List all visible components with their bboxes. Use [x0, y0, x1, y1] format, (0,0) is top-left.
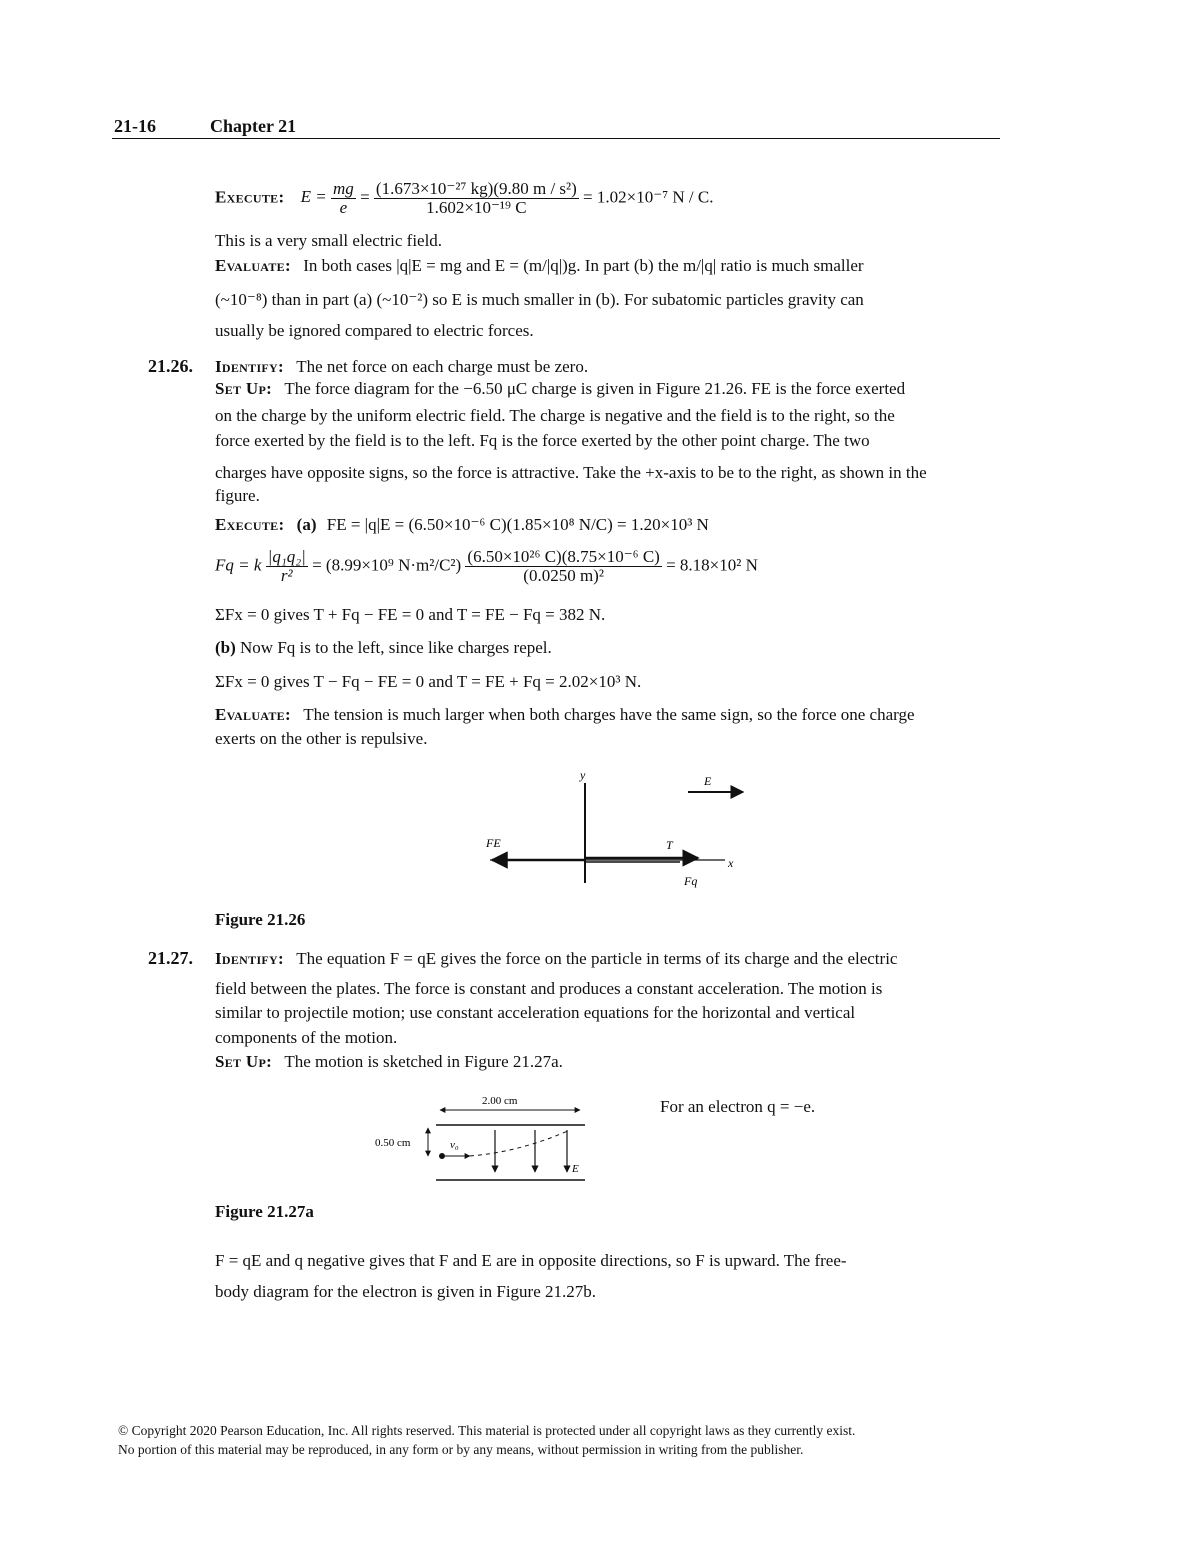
identify-27: Identify: The equation F = qE gives the force on the particle in terms of its charge and the electric — [215, 949, 898, 968]
problem-number-26: 21.26. — [148, 356, 193, 376]
label-gap: 0.50 cm — [375, 1137, 411, 1149]
eq-fraction-values: $\frac{\text{(1.673×10⁻²⁷ kg)(9.80 m / s²)}}{\text{1.602×10⁻¹⁹ C}}$ — [375, 179, 577, 217]
setup-line4: charges have opposite signs, so the force is attractive. Take the +x-axis to be to the right, as shown in the — [215, 463, 927, 482]
label-fq: Fq — [684, 874, 698, 888]
header-rule — [112, 138, 1000, 139]
label-v0: v₀ — [450, 1139, 459, 1151]
evaluate-label: Evaluate: — [215, 256, 291, 275]
figure-21-27a — [370, 1090, 600, 1190]
identify-27-line3: similar to projectile motion; use constant acceleration equations for the horizontal and vertical — [215, 1003, 856, 1022]
execute-equation-25: Execute: E = $\frac{mg}{e}$ = $\frac{\text{(1.673×10⁻²⁷ kg)(9.80 m / s²)}}{\text{1.602×10⁻¹⁹ C}}$ = 1.02×10⁻⁷ N / C. — [215, 179, 714, 217]
setup-27: Set Up: The motion is sketched in Figure 21.27a. — [215, 1052, 563, 1071]
label-fe: FE — [486, 836, 501, 850]
evaluate-line1: In both cases |q|E = mg and E = (m/|q|)g. In part (b) the m/|q| ratio is much smaller — [303, 256, 864, 275]
execute-a-26: Execute: (a) FE = |q|E = (6.50×10⁻⁶ C)(1.85×10⁸ N/C) = 1.20×10³ N — [215, 515, 709, 534]
trajectory — [470, 1130, 570, 1156]
electron — [439, 1153, 445, 1159]
footer-notice: No portion of this material may be reproduced, in any form or by any means, without permission in writing from the publisher. — [118, 1442, 804, 1457]
part-b: (b) Now Fq is to the left, since like charges repel. — [215, 638, 552, 657]
identify-26: Identify: The net force on each charge must be zero. — [215, 357, 589, 376]
setup-line2: on the charge by the uniform electric field. The charge is negative and the field is to the right, so the — [215, 406, 895, 425]
small-field-text: This is a very small electric field. — [215, 231, 443, 250]
fq-equation: Fq = k $\frac{\text{|q₁q₂|}}{\text{r²}}$ = (8.99×10⁹ N·m²/C²) $\frac{\text{(6.50×10²⁶ C)(8.75×10⁻⁶ C)}}{\text{(0.0250 m)²}}$ = 8.18×10² N — [215, 547, 758, 585]
page-number: 21-16 — [114, 116, 156, 136]
evaluate-26-line2: exerts on the other is repulsive. — [215, 729, 428, 748]
evaluate-line3: usually be ignored compared to electric forces. — [215, 321, 534, 340]
eq-result: = 1.02×10⁻⁷ N / C. — [583, 187, 714, 207]
setup-line5: figure. — [215, 486, 260, 505]
figure-21-26 — [470, 765, 770, 905]
final-line1: F = qE and q negative gives that F and E are in opposite directions, so F is upward. The free- — [215, 1251, 847, 1270]
label-x: x — [728, 856, 734, 870]
identify-27-line4: components of the motion. — [215, 1028, 398, 1047]
sum-a: ΣFx = 0 gives T + Fq − FE = 0 and T = FE − Fq = 382 N. — [215, 605, 606, 624]
figure-21-26-caption: Figure 21.26 — [215, 910, 306, 929]
footer-copyright: © Copyright 2020 Pearson Education, Inc. All rights reserved. This material is protected under all copyright laws as they currently exist. — [118, 1423, 856, 1438]
problem-number-27: 21.27. — [148, 948, 193, 968]
final-line2: body diagram for the electron is given in Figure 21.27b. — [215, 1282, 596, 1301]
label-y: y — [580, 768, 586, 782]
eq-lhs: E = — [300, 187, 327, 207]
label-e-field: E — [572, 1163, 579, 1175]
execute-label: Execute: — [215, 187, 285, 207]
figure-21-27a-caption: Figure 21.27a — [215, 1202, 314, 1221]
setup-line3: force exerted by the field is to the left. Fq is the force exerted by the other point charge. The two — [215, 431, 870, 450]
fq-fraction-values: $\frac{\text{(6.50×10²⁶ C)(8.75×10⁻⁶ C)}}{\text{(0.0250 m)²}}$ — [467, 547, 660, 585]
evaluate-26: Evaluate: The tension is much larger when both charges have the same sign, so the force one charge — [215, 705, 915, 724]
electron-note: For an electron q = −e. — [660, 1097, 816, 1116]
label-e: E — [704, 774, 712, 788]
evaluate-line2: (~10⁻⁸) than in part (a) (~10⁻²) so E is much smaller in (b). For subatomic particles gravity can — [215, 290, 864, 309]
chapter-title: Chapter 21 — [210, 116, 297, 136]
label-width: 2.00 cm — [482, 1095, 518, 1107]
identify-27-line2: field between the plates. The force is constant and produces a constant acceleration. The motion is — [215, 979, 883, 998]
eq-fraction-mg-e: $\frac{mg}{e}$ — [333, 179, 354, 217]
sum-b: ΣFx = 0 gives T − Fq − FE = 0 and T = FE + Fq = 2.02×10³ N. — [215, 672, 642, 691]
fq-fraction-k: $\frac{\text{|q₁q₂|}}{\text{r²}}$ — [267, 547, 306, 585]
label-t: T — [666, 838, 673, 852]
setup-26: Set Up: The force diagram for the −6.50 μC charge is given in Figure 21.26. FE is the force exerted — [215, 379, 906, 398]
evaluate-25 — [215, 256, 864, 276]
